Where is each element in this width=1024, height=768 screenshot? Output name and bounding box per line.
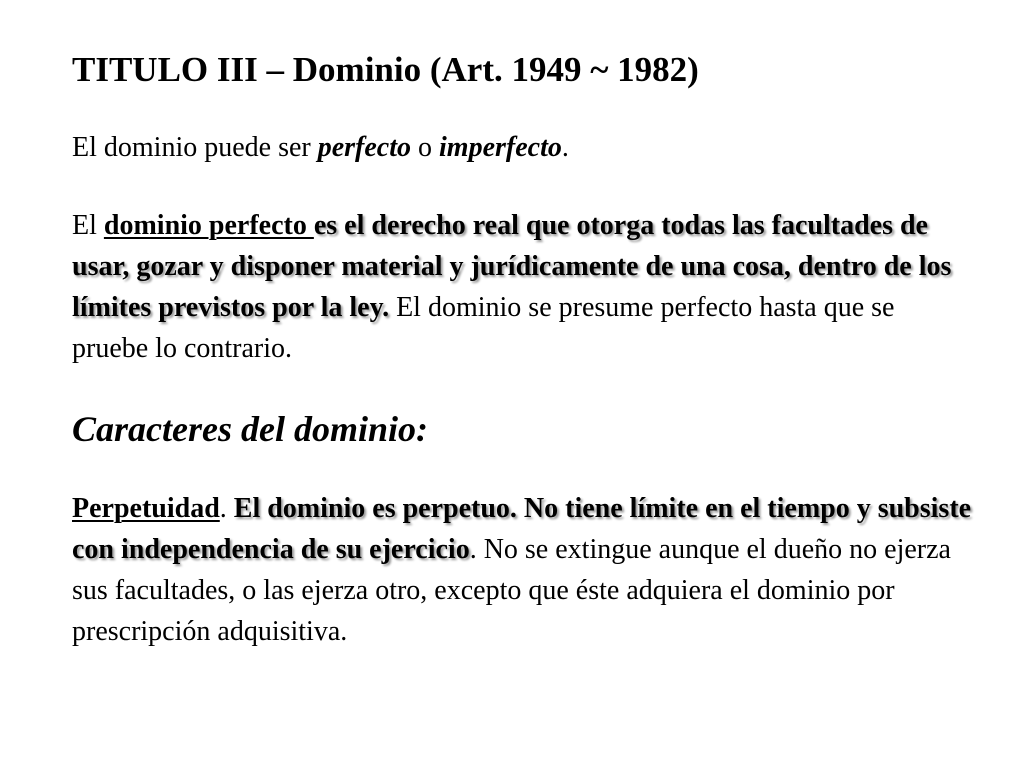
perpetuidad-body: El dominio es perpetuo. No tiene límite en el tiempo y subsiste con independencia de su ejercicio <box>72 493 972 565</box>
term-perfecto: perfecto <box>317 132 412 163</box>
term-perpetuidad: Perpetuidad <box>72 493 220 524</box>
section-heading: Caracteres del dominio: <box>72 409 428 449</box>
definition-body: es el derecho real que otorga todas las facultades de usar, gozar y disponer material y jurídicamente de una cosa, dentro de los límites previstos por la ley. <box>72 210 952 323</box>
intro-paragraph <box>72 127 972 168</box>
intro-middle: o <box>411 132 440 163</box>
slide-title: TITULO III – Dominio (Art. 1949 ~ 1982) <box>72 50 699 89</box>
term-dominio-perfecto: dominio perfecto <box>103 210 314 241</box>
definition-tail: El dominio se presume perfecto hasta que se pruebe lo contrario. <box>72 292 895 364</box>
definition-prefix: El <box>72 210 104 241</box>
intro-prefix: El dominio puede ser <box>72 132 318 163</box>
perpetuidad-tail: . No se extingue aunque el dueño no ejerza sus facultades, o las ejerza otro, excepto que éste adquiera el dominio por prescripción adquisitiva. <box>72 534 951 647</box>
definition-paragraph <box>72 205 972 369</box>
intro-suffix: . <box>561 132 569 163</box>
perpetuidad-paragraph <box>72 488 972 652</box>
slide-content <box>72 48 972 652</box>
term-imperfecto: imperfecto <box>439 132 562 163</box>
perpetuidad-separator: . <box>219 493 234 524</box>
